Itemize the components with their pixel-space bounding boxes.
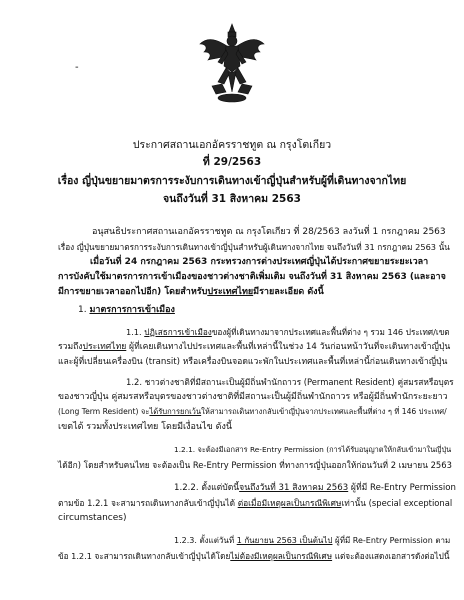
announcement-number: ที่ 29/2563	[202, 156, 262, 168]
margin-marker: -	[75, 62, 79, 73]
garuda-emblem	[198, 22, 266, 108]
emphasis-text: ได้รับการยกเว้น	[149, 407, 202, 416]
item-number: 1.2.2.	[174, 483, 199, 493]
emphasis-text: ต่อเมื่อมีเหตุผลเป็นกรณีพิเศษ	[237, 498, 342, 508]
item-text: ผู้ที่เคยเดินทางไปประเทศและพื้นที่เหล่านี้ในช่วง 14 วันก่อนหน้าวันที่จะเดินทางเข้าญี่ปุ่น	[126, 342, 451, 352]
emphasis-text: ไม่ต้องมีเหตุผลเป็นกรณีพิเศษ	[230, 551, 333, 561]
emphasis-text: ประเทศไทย	[82, 342, 127, 352]
item-1-2-2-line	[58, 497, 452, 509]
item-text: ตามข้อ 1.2.1 จะสามารถเดินทางกลับเข้าญี่ปุ่นได้	[58, 498, 238, 508]
emphasis-text: จนถึงวันที่ 31 สิงหาคม 2563	[239, 483, 349, 493]
section-number: 1.	[78, 305, 87, 315]
intro-thailand-emphasis: ประเทศไทย	[207, 287, 254, 297]
item-1-2-1-line: ได้อีก) โดยสำหรับคนไทย จะต้องเป็น Re-Entry Permission ที่ทางการญี่ปุ่นออกให้ก่อนวันที่ 2 เมษายน 2563	[58, 460, 452, 470]
item-1-2-3-line	[174, 535, 450, 547]
item-1-2-line: เขตได้ รวมทั้งประเทศไทย โดยมีเงื่อนไข ดังนี้	[58, 422, 232, 432]
item-text: ตั้งแต่วันที่	[199, 536, 237, 545]
item-text: ให้สามารถเดินทางกลับเข้าญี่ปุ่นจากประเทศและพื้นที่ต่าง ๆ ที่ 146 ประเทศ/	[201, 407, 447, 416]
item-1-2-2-line: circumstances)	[58, 513, 127, 523]
announcement-title: ประกาศสถานเอกอัครราชทูต ณ กรุงโตเกียว	[132, 139, 332, 151]
emphasis-text: 1 กันยายน 2563 เป็นต้นไป	[236, 536, 333, 545]
item-text: จะต้องมีเอกสาร Re-Entry Permission (การได้รับอนุญาตให้กลับเข้ามาในญี่ปุ่น	[197, 445, 452, 454]
item-text: แต่จะต้องแสดงเอกสารดังต่อไปนี้	[332, 551, 450, 561]
section-heading	[78, 304, 175, 316]
item-number: 1.2.1.	[174, 445, 196, 454]
intro-text: มีรายละเอียด ดังนี้	[253, 287, 324, 297]
item-1-2-3-line	[58, 550, 449, 562]
item-text: ของผู้ที่เดินทางมาจากประเทศและพื้นที่ต่าง ๆ รวม 146 ประเทศ/เขต	[211, 327, 450, 337]
item-1-2-1-line	[174, 444, 451, 456]
item-1-2-line: ของชาวญี่ปุ่น คู่สมรสหรือบุตรของชาวต่างชาติที่มีสถานะเป็นผู้มีถิ่นพำนักถาวร หรือผู้มีถิ่นพำนักระยะยาว	[58, 392, 448, 402]
item-number: 1.2.3.	[174, 536, 197, 545]
intro-line: อนุสนธิประกาศสถานเอกอัครราชทูต ณ กรุงโตเกียว ที่ 28/2563 ลงวันที่ 1 กรกฎาคม 2563	[92, 227, 446, 237]
emphasis-text: ปฏิเสธการเข้าเมือง	[144, 327, 212, 337]
item-text: ตั้งแต่บัดนี้	[201, 483, 240, 493]
item-text: ชาวต่างชาติที่มีสถานะเป็นผู้มีถิ่นพำนักถาวร (Permanent Resident) คู่สมรสหรือบุตร	[144, 377, 454, 387]
intro-line: เมื่อวันที่ 24 กรกฎาคม 2563 กระทรวงการต่างประเทศญี่ปุ่นได้ประกาศขยายระยะเวลา	[90, 257, 429, 267]
item-text: ผู้ที่มี Re-Entry Permission ตาม	[332, 536, 451, 545]
announcement-subject: เรื่อง ญี่ปุ่นขยายมาตรการระงับการเดินทางเข้าญี่ปุ่นสำหรับผู้ที่เดินทางจากไทย	[57, 175, 407, 187]
item-text: เท่านั้น (special exceptional	[341, 498, 453, 508]
item-1-2-2-line	[174, 482, 456, 494]
item-text: ข้อ 1.2.1 จะสามารถเดินทางกลับเข้าญี่ปุ่นได้โดย	[58, 551, 231, 561]
item-1-1-line	[58, 341, 450, 353]
item-1-2-line	[58, 406, 447, 418]
announcement-subject-date: จนถึงวันที่ 31 สิงหาคม 2563	[163, 193, 301, 205]
section-title: มาตรการการเข้าเมือง	[89, 305, 175, 315]
intro-line: เรื่อง ญี่ปุ่นขยายมาตรการระงับการเดินทางเข้าญี่ปุ่นสำหรับผู้เดินทางจากไทย จนถึงวันที่ 31 กรกฎาคม 2563 นั้น	[58, 242, 450, 252]
item-1-2-line	[126, 376, 454, 388]
intro-line	[58, 286, 324, 298]
item-1-1-line: และผู้ที่เปลี่ยนเครื่องบิน (transit) หรือเครื่องบินจอดแวะพักในประเทศและพื้นที่เหล่านี้ก่อนเดินทางเข้าญี่ปุ่น	[58, 357, 448, 367]
item-number: 1.2.	[126, 377, 142, 387]
intro-text: มีการขยายเวลาออกไปอีก) โดยสำหรับ	[58, 287, 208, 297]
item-text: รวมถึง	[58, 342, 83, 352]
intro-line: การบังคับใช้มาตรการการเข้าเมืองของชาวต่างชาติเพิ่มเติม จนถึงวันที่ 31 สิงหาคม 2563 (และอาจ	[58, 272, 446, 282]
item-1-1-line	[126, 326, 450, 338]
item-number: 1.1.	[126, 327, 142, 337]
item-text: (Long Term Resident) จะ	[58, 407, 150, 416]
item-text: ผู้ที่มี Re-Entry Permission	[348, 483, 456, 493]
